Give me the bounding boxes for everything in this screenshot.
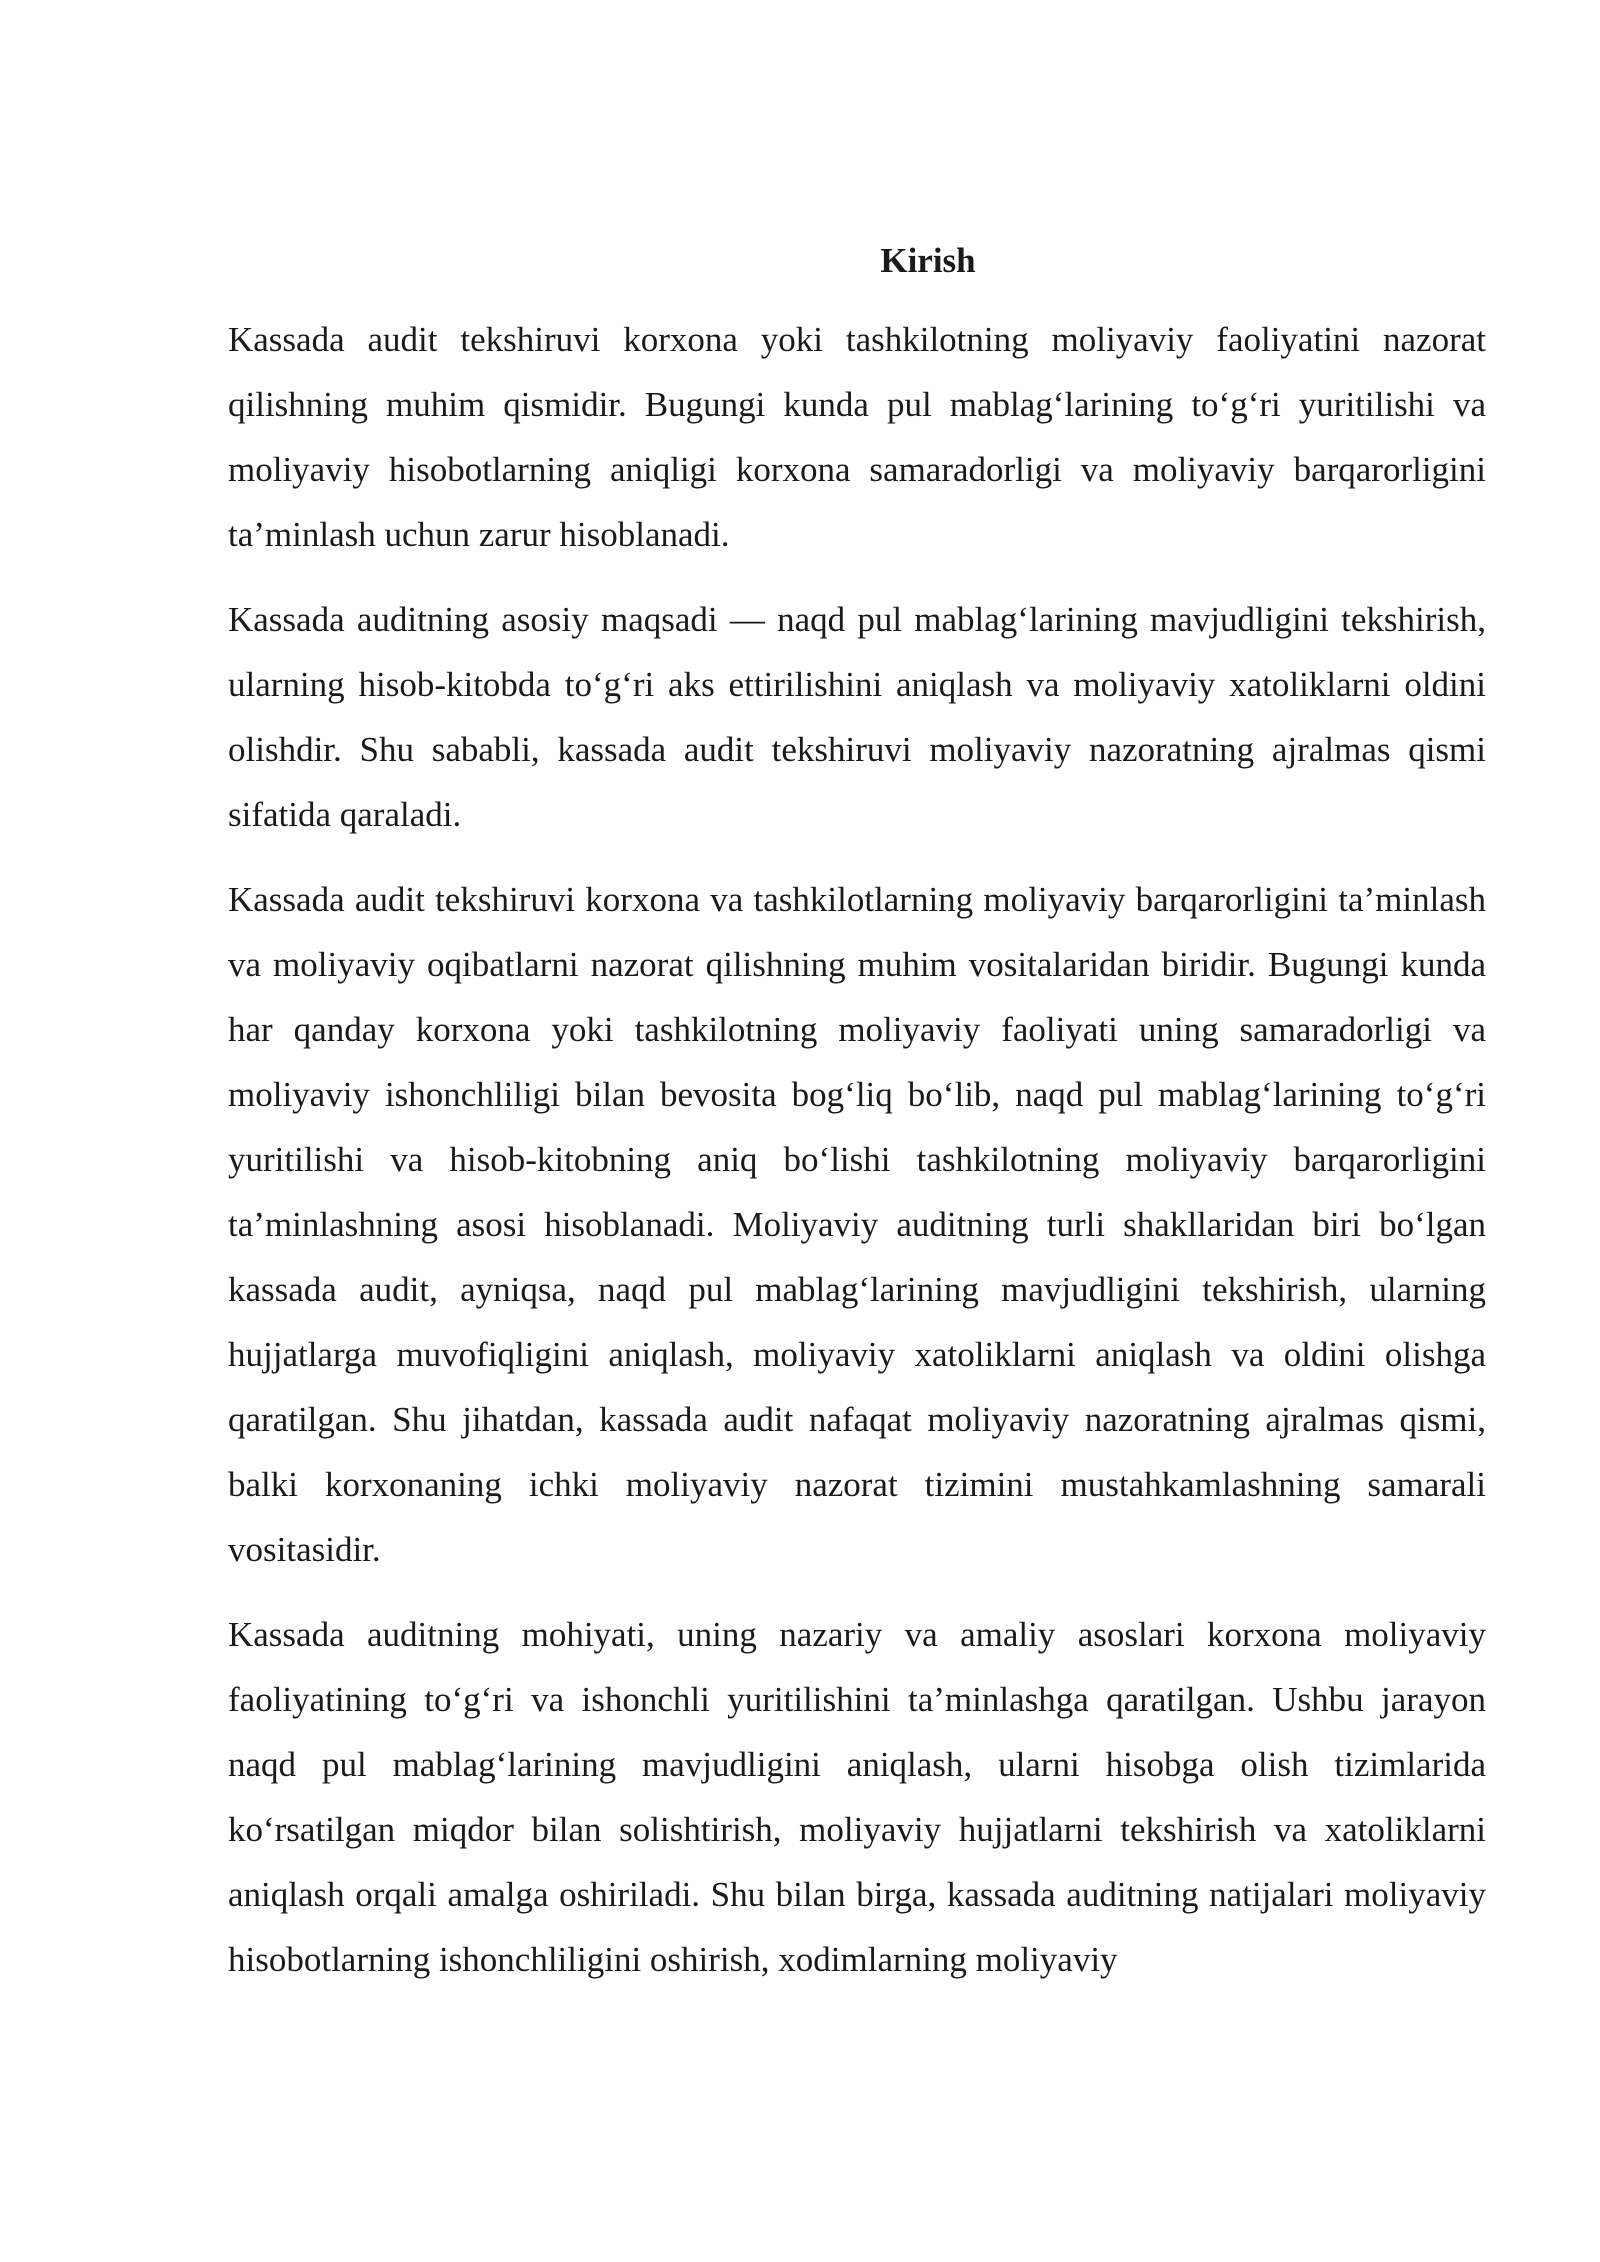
paragraph-2: Kassada auditning asosiy maqsadi — naqd pul mablag‘larining mavjudligini tekshirish, ularning hisob-kitobda to‘g‘ri aks ettirilishini aniqlash va moliyaviy xatoliklarni oldini olishdir. Shu sababli, kassada audit tekshiruvi moliyaviy nazoratning ajralmas qismi sifatida qaraladi. xyxy=(228,600,1486,834)
paragraph-1: Kassada audit tekshiruvi korxona yoki tashkilotning moliyaviy faoliyatini nazorat qilishning muhim qismidir. Bugungi kunda pul mablag‘larining to‘g‘ri yuritilishi va moliyaviy hisobotlarning aniqligi korxona samaradorligi va moliyaviy barqarorligini ta’minlash uchun zarur hisoblanadi. xyxy=(228,320,1486,554)
paragraph-4: Kassada auditning mohiyati, uning nazariy va amaliy asoslari korxona moliyaviy faoliyatining to‘g‘ri va ishonchli yuritilishini ta’minlashga qaratilgan. Ushbu jarayon naqd pul mablag‘larining mavjudligini aniqlash, ularni hisobga olish tizimlarida ko‘rsatilgan miqdor bilan solishtirish, moliyaviy hujjatlarni tekshirish va xatoliklarni aniqlash orqali amalga oshiriladi. Shu bilan birga, kassada auditning natijalari moliyaviy hisobotlarning ishonchliligini oshirish, xodimlarning moliyaviy xyxy=(228,1615,1486,1979)
paragraph-3: Kassada audit tekshiruvi korxona va tashkilotlarning moliyaviy barqarorligini ta’minlash va moliyaviy oqibatlarni nazorat qilishning muhim vositalaridan biridir. Bugungi kunda har qanday korxona yoki tashkilotning moliyaviy faoliyati uning samaradorligi va moliyaviy ishonchliligi bilan bevosita bog‘liq bo‘lib, naqd pul mablag‘larining to‘g‘ri yuritilishi va hisob-kitobning aniq bo‘lishi tashkilotning moliyaviy barqarorligini ta’minlashning asosi hisoblanadi. Moliyaviy auditning turli shakllaridan biri bo‘lgan kassada audit, ayniqsa, naqd pul mablag‘larining mavjudligini tekshirish, ularning hujjatlarga muvofiqligini aniqlash, moliyaviy xatoliklarni aniqlash va oldini olishga qaratilgan. Shu jihatdan, kassada audit nafaqat moliyaviy nazoratning ajralmas qismi, balki korxonaning ichki moliyaviy nazorat tizimini mustahkamlashning samarali vositasidir. xyxy=(228,880,1486,1569)
document-body xyxy=(228,228,1486,2012)
page-title: Kirish xyxy=(880,241,976,280)
